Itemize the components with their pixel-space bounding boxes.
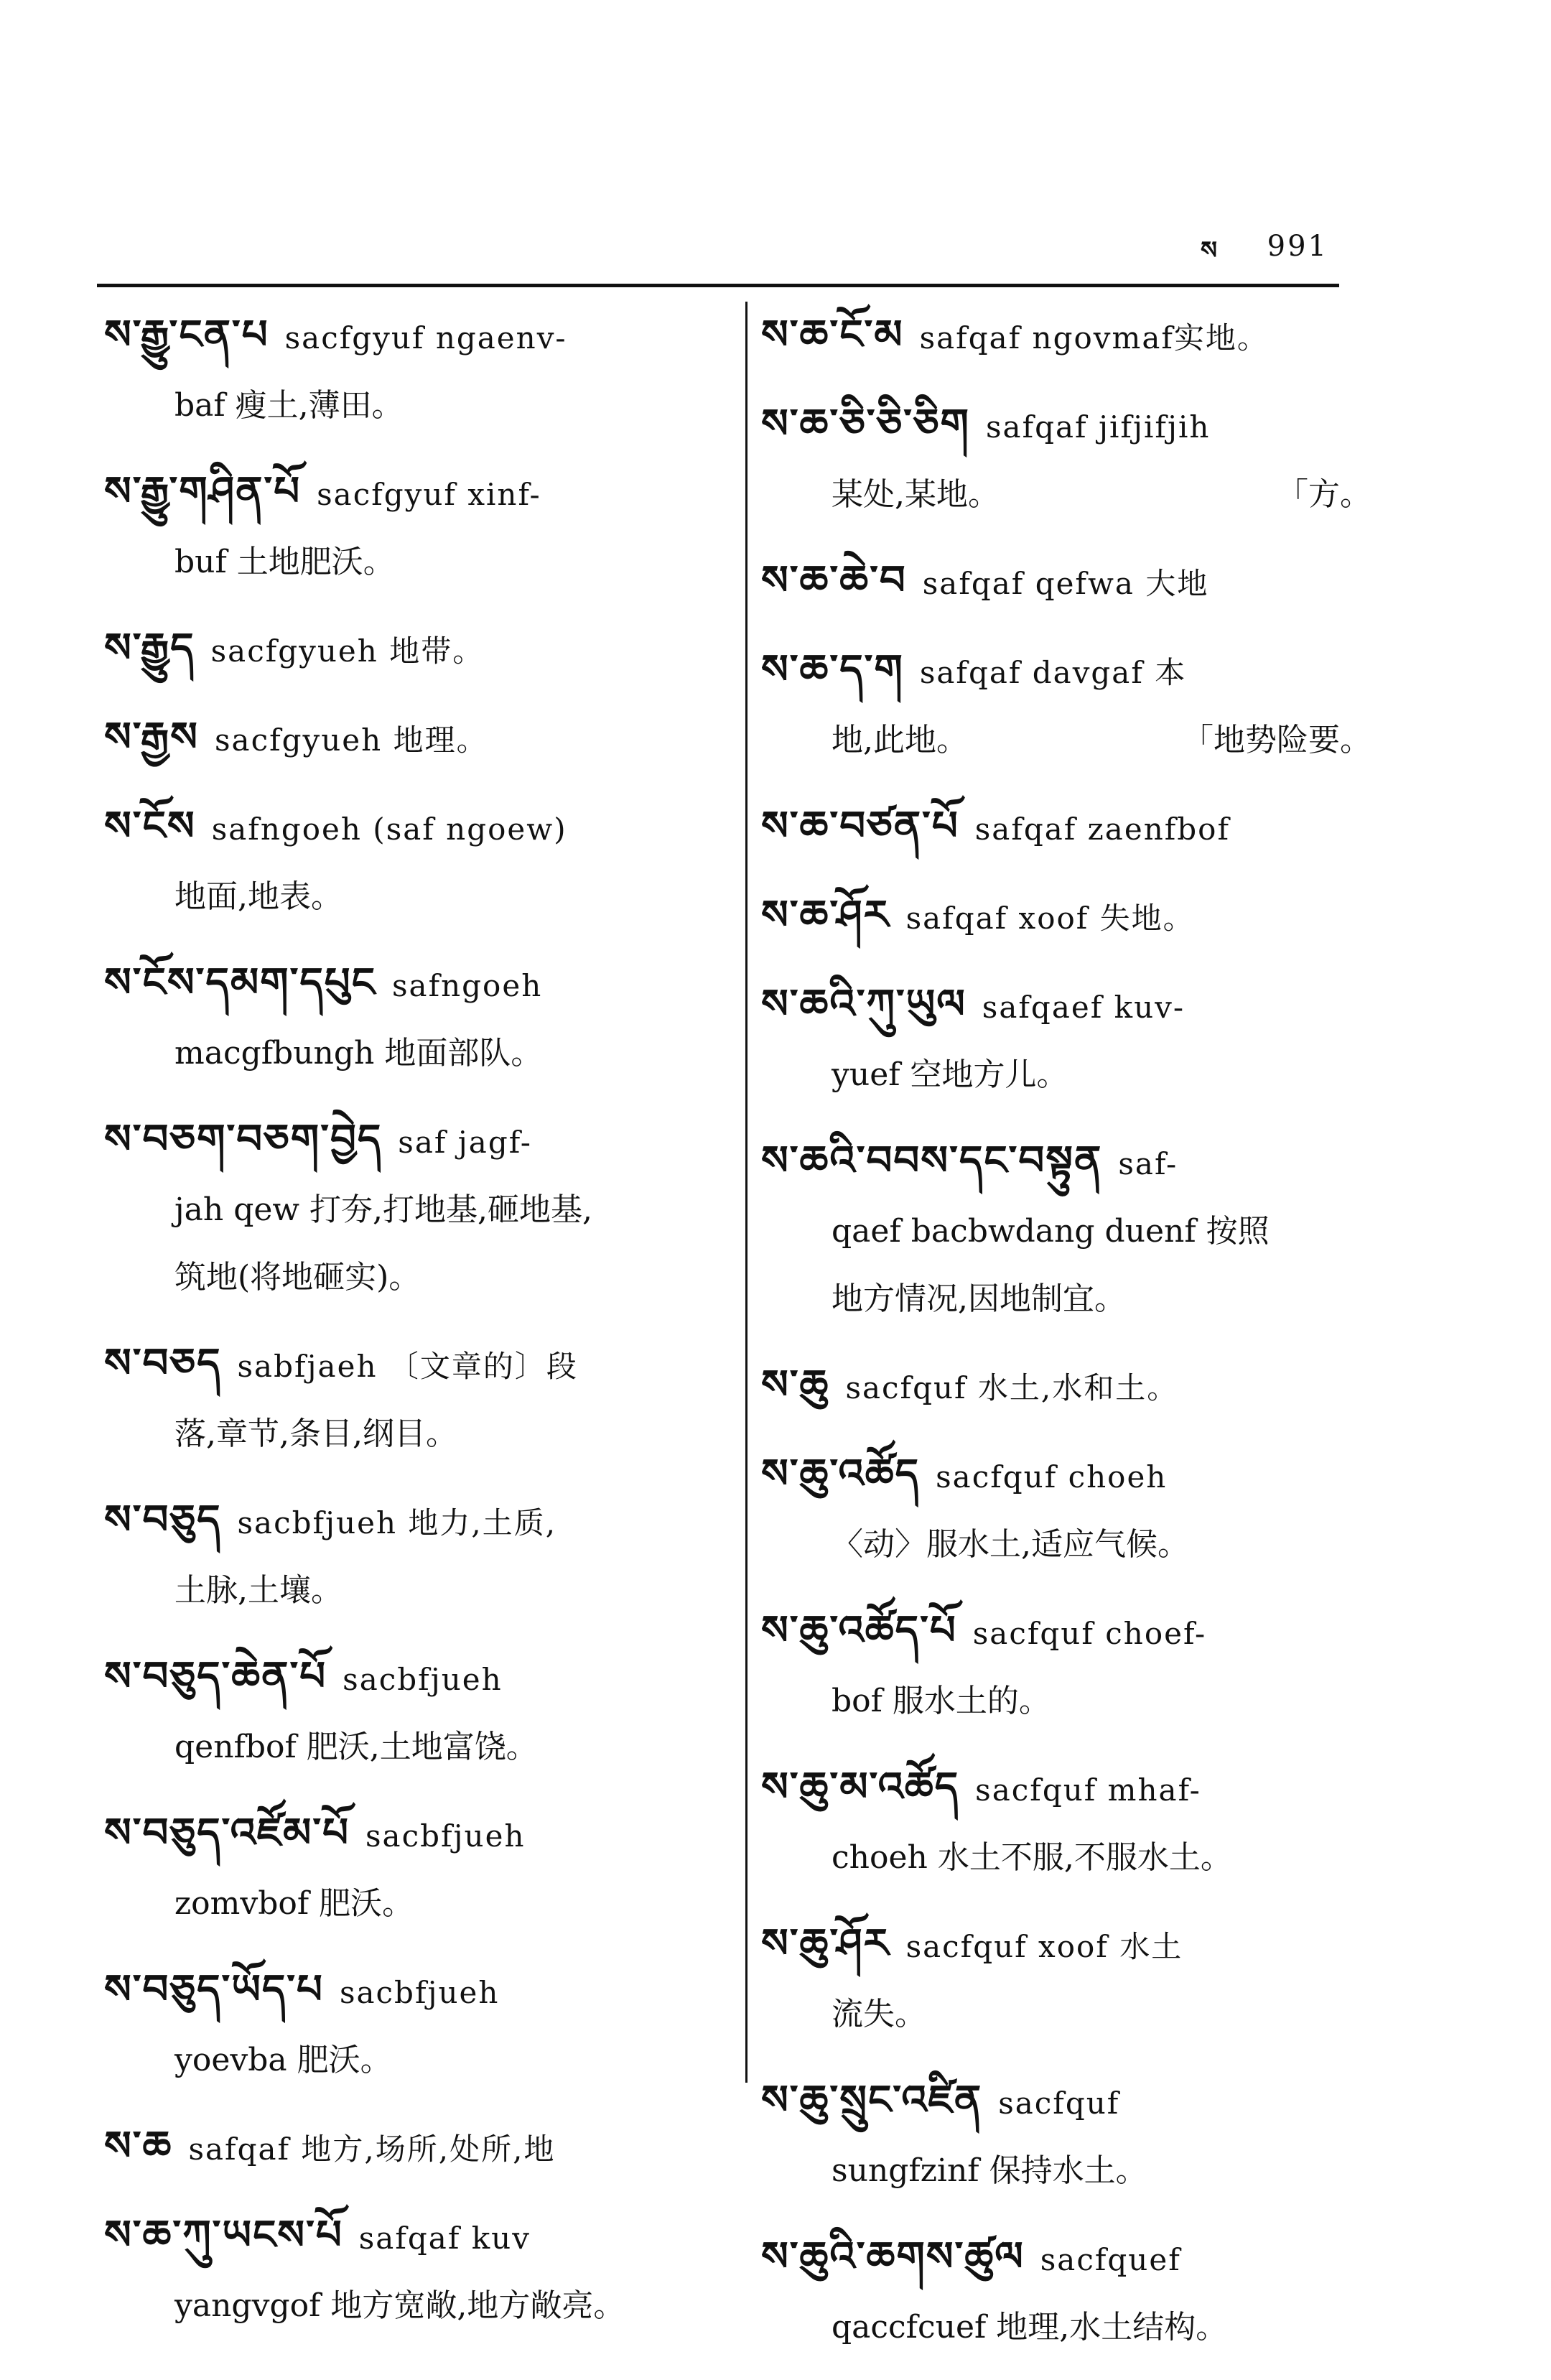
tibetan-headword: ས་ཆུ་མ་འཚོད [761, 1764, 960, 1810]
header-rule [97, 284, 1339, 287]
dictionary-entry [104, 1800, 736, 1938]
dictionary-entry [761, 1754, 1371, 1892]
dictionary-entry [761, 547, 1371, 618]
tibetan-headword: ས་ཆ [104, 2123, 173, 2170]
entry-headline [761, 1128, 1371, 1198]
tibetan-headword: ས་བཅད [104, 1340, 222, 1387]
tibetan-headword: ས་ཆུ་འཚོད [761, 1451, 921, 1497]
entry-text: sacfgyuf ngaenv- [284, 320, 567, 355]
dictionary-entry [104, 2202, 736, 2340]
tibetan-headword: ས་བཅུད [104, 1497, 222, 1543]
dictionary-entry [761, 2223, 1371, 2361]
page-header [97, 215, 1339, 294]
tibetan-headword: ས་ཆ་ད་ག [761, 646, 904, 693]
entry-text: safqaf kuv [358, 2221, 531, 2256]
entry-text: safqaf qefwa 大地 [922, 566, 1209, 601]
dictionary-entry [761, 1597, 1371, 1735]
entry-headline [104, 458, 736, 529]
entry-text: sacfquf [998, 2086, 1120, 2121]
dictionary-entry [104, 458, 736, 596]
entry-text: safqaf 地方,场所,处所,地 [188, 2132, 556, 2167]
tibetan-headword: ས་ཆུའི་ཆགས་ཚུལ [761, 2233, 1025, 2280]
tibetan-headword: ས་ཆ་ཆེ་བ [761, 557, 907, 604]
entry-text: safqaf xoof 失地。 [905, 901, 1195, 936]
tibetan-headword: ས་རྒྱས [104, 714, 199, 761]
tibetan-headword: ས་ཆུ་ཤོར [761, 1920, 890, 1967]
entry-text: sacfgyueh 地理。 [214, 722, 488, 758]
tibetan-headword: ས་བཅུད་ཆེན་པོ [104, 1653, 327, 1700]
dictionary-entry [761, 636, 1371, 774]
entry-text: sacfquef [1040, 2242, 1181, 2277]
tibetan-headword: ས་ཆའི་ཀུ་ཡུལ [761, 981, 967, 1028]
dictionary-entry [761, 1352, 1371, 1422]
entry-text: sacbfjueh [343, 1662, 503, 1697]
entry-continuation: qaef bacbwdang duenf 按照 [832, 1213, 1270, 1250]
entry-continuation: 筑地(将地砸实)。 [174, 1259, 421, 1296]
entry-headline [761, 547, 1371, 618]
entry-headline [761, 1441, 1371, 1511]
entry-text: sacfquf xoof 水土 [905, 1929, 1183, 1964]
tibetan-headword: ས་ཆའི་བབས་དང་བསྟུན [761, 1138, 1103, 1184]
entry-text: safqaf jifjifjih [985, 409, 1211, 445]
entry-continuation: zomvbof 肥沃。 [174, 1885, 414, 1922]
entry-continuation: 地方情况,因地制宜。 [832, 1280, 1126, 1317]
dictionary-entry [761, 391, 1371, 529]
dictionary-entry [761, 971, 1371, 1109]
entry-continuation: 〈动〉服水土,适应气候。 [832, 1526, 1189, 1563]
dictionary-entry [104, 793, 736, 931]
entry-text: safqaf zaenfbof [974, 812, 1231, 847]
entry-continuation: baf 瘦土,薄田。 [174, 387, 404, 424]
entry-headline [104, 1487, 736, 1557]
entry-headline [104, 1330, 736, 1400]
dictionary-entry [104, 1956, 736, 2094]
dictionary-entry [104, 1643, 736, 1781]
wrapped-definition-fragment: 「地势险要。 [1182, 722, 1371, 758]
entry-headline [104, 302, 736, 372]
tibetan-headword: ས་ཆ་ཤོར [761, 892, 890, 939]
entry-text: saf- [1118, 1146, 1178, 1181]
entry-text: sacbfjueh 地力,土质, [237, 1505, 557, 1540]
entry-text: sabfjaeh 〔文章的〕段 [237, 1349, 578, 1384]
entry-headline [104, 1643, 736, 1714]
entry-text: safngoeh (saf ngoew) [211, 812, 567, 847]
entry-headline [761, 1352, 1371, 1422]
entry-continuation: 地面,地表。 [174, 878, 343, 915]
entry-continuation: 落,章节,条目,纲目。 [174, 1416, 457, 1452]
tibetan-headword: ས་ཆུ་འཚོད་པོ [761, 1607, 957, 1654]
entry-text: saf jagf- [398, 1125, 532, 1160]
entry-headline [761, 2223, 1371, 2294]
entry-continuation: jah qew 打夯,打地基,砸地基, [174, 1191, 593, 1228]
entry-text: sacfgyueh 地带。 [210, 633, 485, 669]
dictionary-entry [761, 1128, 1371, 1333]
entry-continuation: buf 土地肥沃。 [174, 544, 395, 580]
entry-continuation: 地,此地。 [832, 722, 968, 758]
entry-continuation: qenfbof 肥沃,土地富饶。 [174, 1729, 538, 1765]
entry-continuation: choeh 水土不服,不服水土。 [832, 1839, 1232, 1876]
entry-headline [761, 793, 1371, 863]
entry-continuation: macgfbungh 地面部队。 [174, 1035, 543, 1072]
tibetan-headword: ས་རྒྱུ་གཤིན་པོ [104, 468, 302, 515]
entry-headline [104, 615, 736, 685]
entry-headline [104, 1106, 736, 1176]
column-divider [745, 302, 747, 2083]
entry-headline [761, 971, 1371, 1041]
entry-headline [761, 391, 1371, 461]
right-column [761, 302, 1371, 2380]
dictionary-entry [104, 949, 736, 1087]
entry-continuation: yoevba 肥沃。 [174, 2042, 392, 2078]
entry-headline [104, 949, 736, 1020]
left-column [104, 302, 736, 2358]
tibetan-headword: ས་བཅག་བཅག་བྱེད [104, 1116, 383, 1163]
entry-headline [761, 1910, 1371, 1981]
dictionary-entry [104, 1487, 736, 1624]
entry-text: sacbfjueh [365, 1818, 526, 1854]
tibetan-headword: ས་ཆ་ངོ་མ [761, 312, 904, 358]
entry-headline [761, 302, 1371, 372]
dictionary-entry [761, 793, 1371, 863]
page-number: 991 [1267, 230, 1328, 263]
dictionary-entry [761, 1441, 1371, 1579]
dictionary-entry [104, 1330, 736, 1468]
entry-headline [761, 1597, 1371, 1668]
entry-text: safqaf davgaf 本 [919, 655, 1187, 690]
entry-headline [104, 2113, 736, 2183]
entry-continuation: bof 服水土的。 [832, 1683, 1051, 1719]
dictionary-entry [761, 302, 1371, 372]
entry-text: sacfquf 水土,水和土。 [845, 1370, 1179, 1405]
dictionary-entry [104, 2113, 736, 2183]
entry-text: safqaef kuv- [982, 990, 1186, 1025]
dictionary-entry [761, 1910, 1371, 2048]
entry-continuation: 土脉,土壤。 [174, 1572, 343, 1609]
entry-text: sacfquf mhaf- [975, 1772, 1201, 1808]
tibetan-headword: ས་ཆུ [761, 1362, 830, 1408]
tibetan-headword: ས་བཅུད་ཡོད་པ [104, 1966, 324, 2013]
tibetan-headword: ས་ཆ་ཅི་ཅི་ཅིག [761, 401, 970, 447]
tibetan-headword: ས་ཆ་བཙན་པོ [761, 803, 959, 850]
entry-headline [761, 1754, 1371, 1824]
entry-text: sacfquf choeh [936, 1459, 1168, 1495]
tibetan-headword: ས་བཅུད་འཛོམ་པོ [104, 1810, 350, 1856]
entry-headline [104, 793, 736, 863]
entry-headline [104, 1800, 736, 1870]
entry-continuation: yangvgof 地方宽敞,地方敞亮。 [174, 2287, 625, 2324]
entry-continuation: yuef 空地方儿。 [832, 1056, 1068, 1093]
dictionary-entry [104, 615, 736, 685]
dictionary-entry [104, 704, 736, 774]
dictionary-entry [104, 1106, 736, 1311]
tibetan-headword: ས་ཆ་ཀུ་ཡངས་པོ [104, 2212, 343, 2259]
entry-headline [761, 636, 1371, 707]
dictionary-entry [104, 302, 736, 440]
entry-text: sacfquf choef- [972, 1616, 1207, 1651]
tibetan-headword: ས་རྒྱུ་ངན་པ [104, 312, 269, 358]
header-letter: ས [1201, 236, 1217, 265]
entry-text: safqaf ngovmaf实地。 [919, 320, 1269, 355]
entry-headline [761, 2067, 1371, 2137]
entry-text: safngoeh [391, 968, 543, 1003]
tibetan-headword: ས་ངོས [104, 803, 196, 850]
entry-continuation: qaccfcuef 地理,水土结构。 [832, 2309, 1228, 2346]
entry-text: sacbfjueh [339, 1975, 500, 2010]
dictionary-entry [761, 2067, 1371, 2205]
dictionary-entry [761, 882, 1371, 952]
entry-headline [104, 704, 736, 774]
tibetan-headword: ས་ངོས་དམག་དཔུང [104, 959, 376, 1006]
entry-headline [104, 1956, 736, 2027]
entry-continuation: 流失。 [832, 1996, 926, 2032]
entry-continuation: sungfzinf 保持水土。 [832, 2152, 1147, 2189]
entry-headline [104, 2202, 736, 2272]
entry-headline [761, 882, 1371, 952]
tibetan-headword: ས་ཆུ་སྲུང་འཛིན [761, 2077, 983, 2124]
tibetan-headword: ས་རྒྱུད [104, 625, 195, 671]
entry-continuation: 某处,某地。 [832, 476, 1000, 513]
wrapped-definition-fragment: 「方。 [1277, 476, 1371, 513]
entry-text: sacfgyuf xinf- [317, 477, 541, 512]
